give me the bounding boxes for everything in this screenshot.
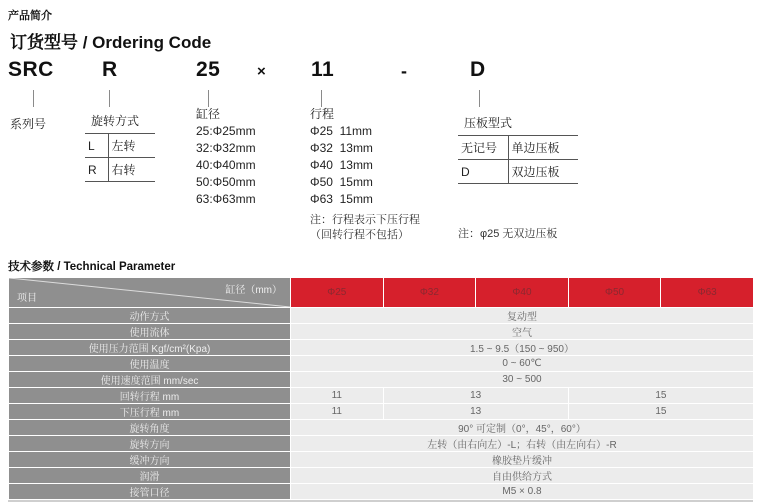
plate-table <box>458 114 578 184</box>
bore-item: 50:Φ50mm <box>196 175 256 189</box>
section-label: 产品简介 <box>8 10 52 22</box>
stroke-note <box>310 213 420 243</box>
row-label: 接管口径 <box>9 484 291 500</box>
corner-label-bore: 缸径（mm） <box>225 285 282 296</box>
row-label: 缓冲方向 <box>9 452 291 468</box>
stroke-note-line1: 注：行程表示下压行程 <box>310 214 420 226</box>
row-value: 左转（由右向左）-L；右转（由左向右）-R <box>291 436 754 452</box>
tech-header-row <box>9 278 754 308</box>
column-header: Φ25 <box>291 278 384 308</box>
code-part-rotation: R <box>102 58 118 81</box>
stroke-label: 行程 <box>310 107 335 121</box>
row-value: 15 <box>568 404 753 420</box>
bore-item: 40:Φ40mm <box>196 158 256 172</box>
plate-row <box>458 160 578 184</box>
rotation-desc: 左转 <box>108 134 155 158</box>
table-row <box>9 420 754 436</box>
row-label: 动作方式 <box>9 308 291 324</box>
row-value: 自由供给方式 <box>291 468 754 484</box>
stroke-item: Φ50 15mm <box>310 175 373 189</box>
row-value: 13 <box>383 404 568 420</box>
stroke-item: Φ25 11mm <box>310 124 373 138</box>
row-label: 旋转方向 <box>9 436 291 452</box>
column-header: Φ40 <box>476 278 569 308</box>
dash-sign: - <box>401 61 407 81</box>
plate-desc: 双边压板 <box>508 160 578 184</box>
connector-line <box>208 90 209 107</box>
row-value: 15 <box>568 388 753 404</box>
row-label: 使用温度 <box>9 356 291 372</box>
bore-item: 25:Φ25mm <box>196 124 256 138</box>
bore-label: 缸径 <box>196 107 221 121</box>
tech-table <box>8 277 753 502</box>
stroke-item: Φ40 13mm <box>310 158 373 172</box>
rotation-row <box>85 158 155 182</box>
row-label: 回转行程 mm <box>9 388 291 404</box>
table-row <box>9 468 754 484</box>
bore-item: 63:Φ63mm <box>196 192 256 206</box>
row-value: M5 × 0.8 <box>291 484 754 500</box>
code-part-series: SRC <box>8 58 54 81</box>
row-label: 润滑 <box>9 468 291 484</box>
column-header: Φ50 <box>568 278 661 308</box>
row-value: 复动型 <box>291 308 754 324</box>
row-value: 空气 <box>291 324 754 340</box>
table-row <box>9 340 754 356</box>
column-header: Φ63 <box>661 278 754 308</box>
stroke-note-line2: （回转行程不包括） <box>310 229 409 241</box>
row-value: 11 <box>291 388 384 404</box>
corner-label-item: 项目 <box>17 293 37 304</box>
column-header: Φ32 <box>383 278 476 308</box>
rotation-desc: 右转 <box>108 158 155 182</box>
stroke-item: Φ32 13mm <box>310 141 373 155</box>
table-row <box>9 356 754 372</box>
plate-code: 无记号 <box>458 136 508 160</box>
rotation-code: L <box>85 134 108 158</box>
table-row <box>9 436 754 452</box>
table-row <box>9 484 754 500</box>
corner-cell <box>9 278 291 308</box>
rotation-row <box>85 134 155 158</box>
times-sign: × <box>257 63 266 80</box>
connector-line <box>109 90 110 107</box>
row-label: 旋转角度 <box>9 420 291 436</box>
series-label: 系列号 <box>10 117 47 131</box>
connector-line <box>33 90 34 107</box>
code-part-plate: D <box>470 58 486 81</box>
row-label: 使用流体 <box>9 324 291 340</box>
row-label: 使用压力范围 Kgf/cm²(Kpa) <box>9 340 291 356</box>
row-label: 使用速度范围 mm/sec <box>9 372 291 388</box>
row-value: 0 ~ 60℃ <box>291 356 754 372</box>
table-row <box>9 404 754 420</box>
code-part-bore: 25 <box>196 58 221 81</box>
row-label: 下压行程 mm <box>9 404 291 420</box>
bore-item: 32:Φ32mm <box>196 141 256 155</box>
table-row <box>9 452 754 468</box>
rotation-table <box>85 112 155 182</box>
row-value: 90° 可定制（0°，45°，60°） <box>291 420 754 436</box>
plate-desc: 单边压板 <box>508 136 578 160</box>
connector-line <box>479 90 480 107</box>
row-value: 橡胶垫片缓冲 <box>291 452 754 468</box>
page-title: 订货型号 / Ordering Code <box>10 33 212 52</box>
table-row <box>9 372 754 388</box>
code-part-stroke: 11 <box>311 58 335 81</box>
table-row <box>9 308 754 324</box>
tech-heading: 技术参数 / Technical Parameter <box>8 261 176 273</box>
plate-note: 注：φ25 无双边压板 <box>458 228 558 240</box>
row-value: 1.5 ~ 9.5（150 ~ 950） <box>291 340 754 356</box>
plate-label: 压板型式 <box>464 116 513 130</box>
row-value: 11 <box>291 404 384 420</box>
connector-line <box>321 90 322 107</box>
stroke-list <box>310 106 420 243</box>
table-row <box>9 388 754 404</box>
rotation-label: 旋转方式 <box>91 114 140 128</box>
stroke-item: Φ63 15mm <box>310 192 373 206</box>
plate-row <box>458 136 578 160</box>
row-value: 13 <box>383 388 568 404</box>
table-row <box>9 324 754 340</box>
row-value: 30 ~ 500 <box>291 372 754 388</box>
bore-list <box>196 106 256 208</box>
plate-code: D <box>458 160 508 184</box>
rotation-code: R <box>85 158 108 182</box>
